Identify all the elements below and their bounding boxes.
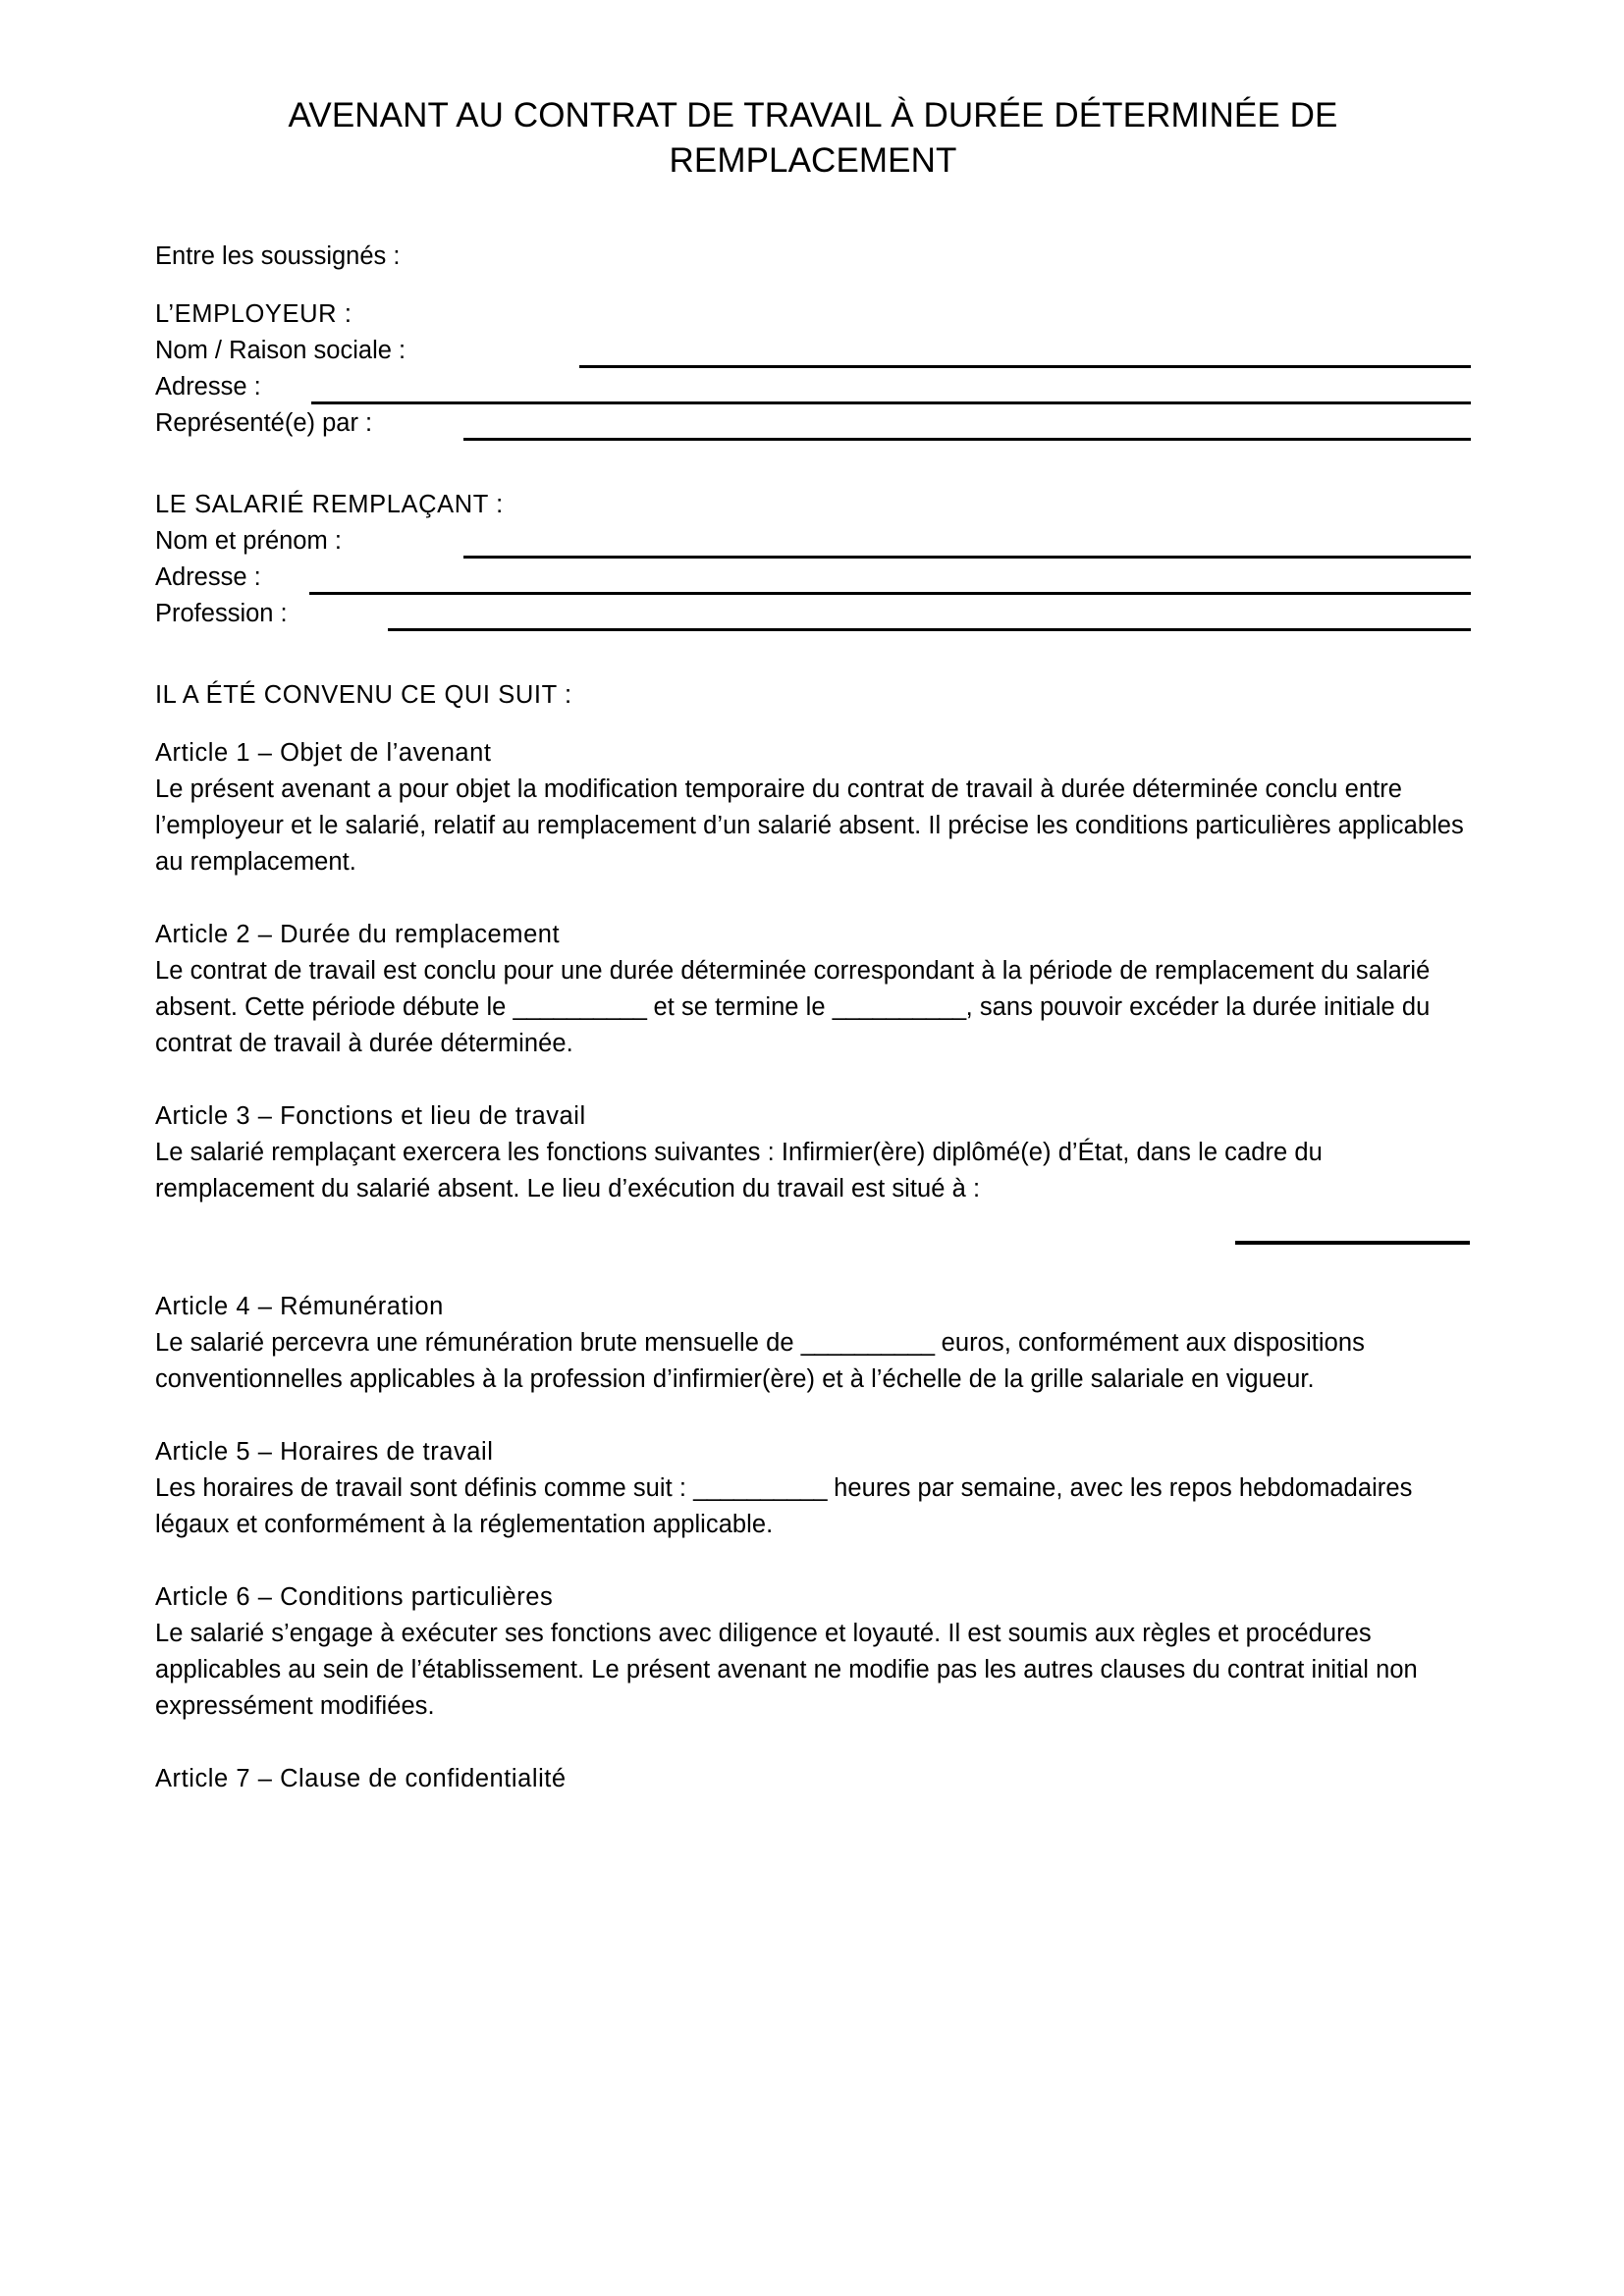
field-row-employee-name	[155, 523, 1471, 560]
article-4-blank-salary[interactable]: __________	[800, 1329, 935, 1357]
field-row-employer-name	[155, 333, 1471, 369]
article-2-heading: Article 2 – Durée du remplacement	[155, 921, 561, 948]
document-content	[155, 0, 1471, 1797]
article-2-blank-end-date[interactable]: __________	[832, 993, 966, 1021]
field-input-employee-profession[interactable]	[388, 628, 1471, 631]
article-2-body-part-2: et se termine le	[646, 993, 833, 1021]
article-5-heading: Article 5 – Horaires de travail	[155, 1438, 494, 1466]
field-input-employee-name[interactable]	[463, 556, 1471, 559]
intro-line: Entre les soussignés :	[155, 242, 401, 270]
field-row-employer-address	[155, 369, 1471, 405]
article-4-body-part-2: euros, conformément aux dispositions conventionnelles applicables à la profession d’infirmier(ère) et à l’échelle de la grille salariale en vigueur.	[155, 1329, 1365, 1393]
field-label-employer-name: Nom / Raison sociale :	[155, 337, 406, 364]
article-5-body	[155, 1470, 1471, 1543]
field-row-employee-profession	[155, 596, 1471, 632]
spacer	[155, 1398, 1471, 1434]
field-input-employer-address[interactable]	[311, 401, 1471, 404]
field-input-work-location[interactable]	[1235, 1241, 1470, 1245]
article-4-body	[155, 1325, 1471, 1398]
field-row-employer-representative	[155, 405, 1471, 442]
field-label-employer-address: Adresse :	[155, 373, 261, 400]
article-3-heading: Article 3 – Fonctions et lieu de travail	[155, 1102, 586, 1130]
employee-heading: LE SALARIÉ REMPLAÇANT :	[155, 491, 504, 518]
spacer	[155, 275, 1471, 296]
article-7-heading: Article 7 – Clause de confidentialité	[155, 1765, 567, 1792]
spacer	[155, 881, 1471, 917]
field-label-employee-name: Nom et prénom :	[155, 527, 342, 555]
spacer	[155, 632, 1471, 677]
spacer	[155, 1725, 1471, 1761]
field-label-employer-representative: Représenté(e) par :	[155, 409, 373, 437]
article-5-blank-hours[interactable]: __________	[693, 1474, 827, 1502]
spacer	[155, 184, 1471, 239]
field-input-employer-representative[interactable]	[463, 438, 1471, 441]
spacer	[155, 442, 1471, 487]
article-4-body-part-1: Le salarié percevra une rémunération brute mensuelle de	[155, 1329, 801, 1357]
field-input-employer-name[interactable]	[579, 365, 1471, 368]
article-5-body-part-1: Les horaires de travail sont définis comme suit :	[155, 1474, 694, 1502]
article-5-body-part-2: heures par semaine, avec les repos hebdomadaires légaux et conformément à la réglementation applicable.	[155, 1474, 1413, 1538]
article-2-body	[155, 953, 1471, 1062]
page-title: AVENANT AU CONTRAT DE TRAVAIL À DURÉE DÉTERMINÉE DE REMPLACEMENT	[288, 96, 1338, 180]
spacer	[155, 1543, 1471, 1579]
article-2-body-part-1: Le contrat de travail est conclu pour une durée déterminée correspondant à la période de remplacement du salarié absent. Cette période débute le	[155, 957, 1431, 1021]
field-row-employee-address	[155, 560, 1471, 596]
article-3-body: Le salarié remplaçant exercera les fonctions suivantes : Infirmier(ère) diplômé(e) d’État, dans le cadre du remplacement du salarié absent. Le lieu d’exécution du travail est situé à :	[155, 1139, 1323, 1202]
article-6-heading: Article 6 – Conditions particulières	[155, 1583, 554, 1611]
spacer	[155, 1062, 1471, 1098]
article-2-blank-start-date[interactable]: __________	[513, 993, 647, 1021]
agreement-line: IL A ÉTÉ CONVENU CE QUI SUIT :	[155, 681, 572, 709]
article-4-heading: Article 4 – Rémunération	[155, 1293, 444, 1320]
article-6-body: Le salarié s’engage à exécuter ses fonctions avec diligence et loyauté. Il est soumis aux règles et procédures applicables au sein de l’établissement. Le présent avenant ne modifie pas les autres clauses du contrat initial non expressément modifiées.	[155, 1620, 1418, 1720]
article-3-location-row	[155, 1207, 1471, 1253]
spacer	[155, 1253, 1471, 1289]
article-1-heading: Article 1 – Objet de l’avenant	[155, 739, 492, 767]
field-label-employee-address: Adresse :	[155, 563, 261, 591]
article-2-body-part-3: , sans pouvoir excéder la durée initiale du contrat de travail à durée déterminée.	[155, 993, 1431, 1057]
employer-heading: L’EMPLOYEUR :	[155, 300, 352, 328]
article-1-body: Le présent avenant a pour objet la modification temporaire du contrat de travail à durée déterminée conclu entre l’employeur et le salarié, relatif au remplacement d’un salarié absent. Il précise les conditions particulières applicables au remplacement.	[155, 775, 1464, 876]
field-input-employee-address[interactable]	[309, 592, 1471, 595]
field-label-employee-profession: Profession :	[155, 600, 288, 627]
spacer	[155, 714, 1471, 735]
